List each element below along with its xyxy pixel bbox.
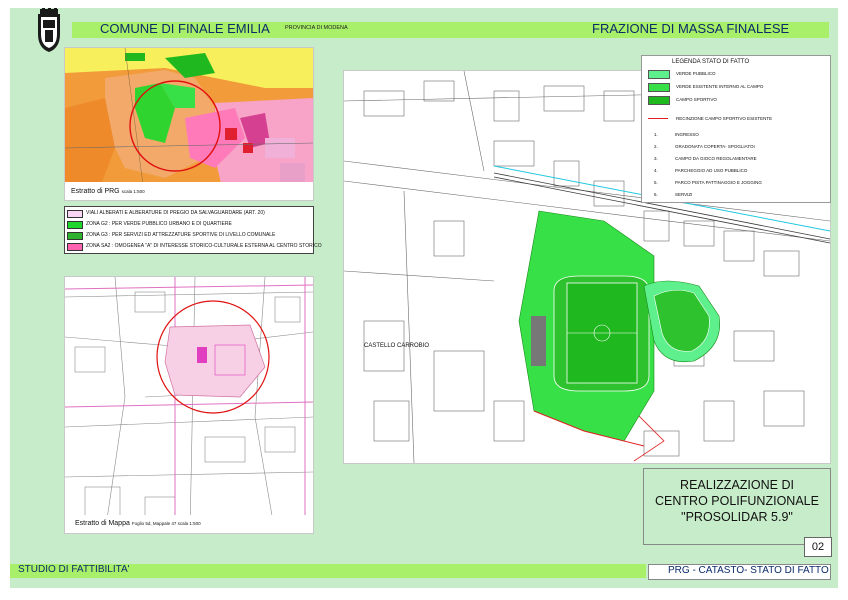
project-title-block xyxy=(643,468,831,545)
legend-text: ZONA G3 : PER SERVIZI ED ATTREZZATURE SPORTIVE DI LIVELLO COMUNALE xyxy=(86,232,276,238)
fence-line xyxy=(648,118,668,119)
legend-item-text: PARCHEGGIO AD USO PUBBLICO xyxy=(675,168,748,173)
prg-caption-scale: scala 1:500 xyxy=(121,189,145,194)
drawing-subtitle: PRG - CATASTO- STATO DI FATTO xyxy=(668,565,829,576)
legend-text: VERDE ESISTENTE INTERNO AL CAMPO xyxy=(676,84,764,89)
legend-swatch xyxy=(648,70,670,79)
sheet-number: 02 xyxy=(804,537,832,557)
cadastre-caption xyxy=(75,520,201,527)
legend-item-text: INGRESSO xyxy=(675,132,699,137)
legend-text: ZONA SA2 : OMOGENEA "A" DI INTERESSE STORICO-CULTURALE ESTERNA AL CENTRO STORICO xyxy=(86,243,322,249)
project-title-line1: REALIZZAZIONE DI xyxy=(680,478,794,492)
legend-swatch xyxy=(67,210,83,218)
study-label: STUDIO DI FATTIBILITA' xyxy=(18,564,130,575)
legend-item-text: CAMPO DA GIOCO REGOLAMENTARE xyxy=(675,156,757,161)
municipality-title: COMUNE DI FINALE EMILIA xyxy=(100,21,270,36)
legend-item-number: 2. xyxy=(654,144,658,149)
prg-caption-title: Estratto di PRG xyxy=(71,188,120,195)
hamlet-title: FRAZIONE DI MASSA FINALESE xyxy=(592,21,790,36)
legend-item-number: 4. xyxy=(654,168,658,173)
legend-swatch xyxy=(67,221,83,229)
project-title-line3: "PROSOLIDAR 5.9" xyxy=(681,510,793,524)
cadastre-caption-title: Estratto di Mappa xyxy=(75,520,130,527)
prg-legend-row xyxy=(67,231,311,240)
legend-item-number: 1. xyxy=(654,132,658,137)
castle-label: CASTELLO CARROBIO xyxy=(364,343,430,349)
prg-legend xyxy=(64,206,322,254)
legend-item-number: 3. xyxy=(654,156,658,161)
legend-swatch xyxy=(67,243,83,251)
site-legend xyxy=(641,55,831,203)
legend-item-number: 6. xyxy=(654,192,658,197)
prg-caption xyxy=(71,188,145,195)
project-title-line2: CENTRO POLIFUNZIONALE xyxy=(655,494,819,508)
legend-text: ZONA G2 : PER VERDE PUBBLICO URBANO E DI QUARTIERE xyxy=(86,221,232,227)
cadastre-map xyxy=(65,277,313,533)
prg-zoning-map xyxy=(65,48,313,200)
province-label: PROVINCIA DI MODENA xyxy=(285,25,348,31)
prg-legend-row xyxy=(67,209,311,218)
prg-legend-row xyxy=(67,242,322,251)
legend-item-number: 5. xyxy=(654,180,658,185)
legend-text: RECINZIONE CAMPO SPORTIVO ESISTENTE xyxy=(676,116,773,121)
legend-text: VERDE PUBBLICO xyxy=(676,71,716,76)
cadastre-extract-panel xyxy=(64,276,314,534)
legend-swatch xyxy=(67,232,83,240)
cadastre-caption-detail: Foglio 5d, Mappale 47 scala 1:500 xyxy=(131,521,201,526)
prg-extract-panel xyxy=(64,47,314,201)
legend-item-text: GRADONATA COPERTA- SPOGLIATOI xyxy=(675,144,755,149)
prg-legend-row xyxy=(67,220,311,229)
legend-text: CAMPO SPORTIVO xyxy=(676,97,717,102)
legend-text: VIALI ALBERATI E ALBERATURE DI PREGIO DA SALVAGUARDARE (ART. 20) xyxy=(86,210,265,216)
site-legend-title: LEGENDA STATO DI FATTO xyxy=(672,59,750,65)
legend-swatch xyxy=(648,96,670,105)
legend-swatch xyxy=(648,83,670,92)
legend-item-text: PARCO PISTA PATTINAGGIO E JOGGING xyxy=(675,180,762,185)
municipal-coat-of-arms xyxy=(32,8,66,54)
legend-item-text: SERVIZI xyxy=(675,192,693,197)
